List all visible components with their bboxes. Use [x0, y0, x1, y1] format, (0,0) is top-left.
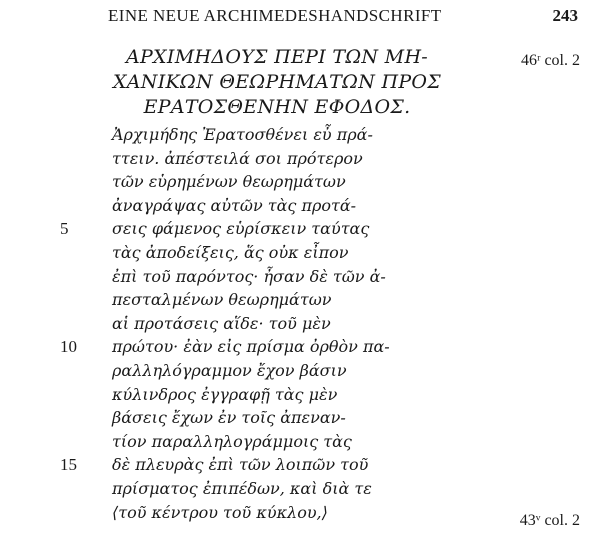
running-title: EINE NEUE ARCHIMEDESHANDSCHRIFT: [108, 6, 442, 25]
line-text: αἱ προτάσεις αἵδε· τοῦ μὲν: [112, 313, 331, 333]
line-text: Ἀρχιμήδης Ἐρατοσθένει εὖ πρά-: [112, 125, 373, 144]
line-text: τίον παραλληλογράμμοις τὰς: [112, 431, 352, 451]
line-text: σεις φάμενος εὑρίσκειν ταύτας: [112, 219, 370, 239]
line-text: κύλινδρος ἐγγραφῇ τὰς μὲν: [112, 384, 338, 404]
line-text: πεσταλμένων θεωρημάτων: [112, 290, 332, 310]
title-line-3: ΕΡΑΤΟΣΘΕΝΗΝ ΕΦΟΔΟΣ.: [143, 96, 411, 118]
line-number: 5: [60, 219, 69, 239]
line-text: τῶν εὑρημένων θεωρημάτων: [112, 172, 346, 192]
greek-title: [112, 45, 442, 120]
line-text: τὰς ἀποδείξεις, ἅς οὐκ εἶπον: [112, 243, 349, 262]
margin-reference-top: 46ʳ col. 2: [520, 52, 580, 69]
line-text: ττειν. ἀπέστειλά σοι πρότερον: [112, 148, 363, 168]
title-line-2: ΧΑΝΙΚΩΝ ΘΕΩΡΗΜΑΤΩΝ ΠΡΟΣ: [112, 71, 442, 93]
line-text: ⟨τοῦ κέντρου τοῦ κύκλου,⟩: [112, 502, 328, 522]
line-text: ἀναγράψας αὐτῶν τὰς προτά-: [112, 195, 357, 215]
line-text: πρώτου· ἐὰν εἰς πρίσμα ὀρθὸν πα-: [112, 337, 390, 357]
line-text: ραλληλόγραμμον ἔχον βάσιν: [112, 361, 347, 380]
page-header: [108, 6, 578, 28]
title-line-1: ΑΡΧΙΜΗΔΟΥΣ ΠΕΡΙ ΤΩΝ ΜΗ-: [125, 46, 429, 68]
margin-reference-bottom: 43ᵛ col. 2: [519, 512, 580, 529]
line-text: βάσεις ἔχων ἐν τοῖς ἀπεναν-: [112, 408, 346, 428]
line-text: δὲ πλευρὰς ἐπὶ τῶν λοιπῶν τοῦ: [112, 455, 369, 475]
line-text: πρίσματος ἐπιπέδων, καὶ διὰ τε: [112, 479, 372, 498]
line-number: 15: [60, 455, 77, 475]
line-text: ἐπὶ τοῦ παρόντος· ἦσαν δὲ τῶν ἀ-: [112, 266, 386, 286]
page-number: 243: [552, 6, 578, 25]
line-number: 10: [60, 337, 77, 357]
